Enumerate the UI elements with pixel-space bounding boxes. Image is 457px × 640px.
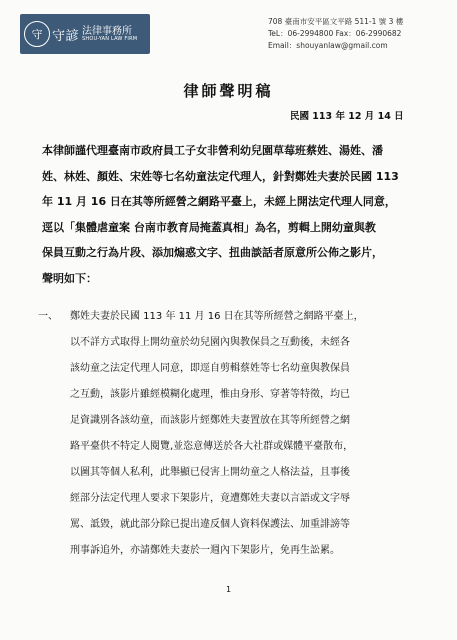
- email-text: Email：shouyanlaw@gmail.com: [268, 41, 388, 50]
- item-line: 罵、詆毀，就此部分除已提出違反個人資料保護法、加重誹謗等: [70, 519, 350, 530]
- intro-line: 保員互動之行為片段、添加煽惑文字、扭曲談話者原意所公佈之影片，: [42, 246, 383, 259]
- intro-line: 逕以「集體虐童案 台南市教育局掩蓋真相」為名，剪輯上開幼童與教: [42, 220, 376, 234]
- item-line: 路平臺供不特定人閱覽,並恣意傳送於各大社群或媒體平臺散布，: [70, 441, 354, 452]
- contact-block: [268, 16, 453, 52]
- intro-line: 本律師謹代理臺南市政府員工子女非營利幼兒園草莓班蔡姓、湯姓、潘: [42, 144, 383, 157]
- item-line: 以不詳方式取得上開幼童於幼兒園內與教保員之互動後，未經各: [70, 337, 350, 348]
- logo-english-name: SHOU-YAN LAW FIRM: [82, 35, 138, 42]
- item-number: 一、: [38, 311, 58, 322]
- page-number: 1: [225, 585, 232, 594]
- intro-line: 年 11 月 16 日在其等所經營之網路平臺上，未經上開法定代理人同意，: [42, 195, 396, 208]
- document-date: 民國 113 年 12 月 14 日: [290, 111, 404, 122]
- address-text: 708 臺南市安平區文平路 511-1 號 3 樓: [268, 17, 404, 26]
- phone-fax-text: TeL：06-2994800 Fax：06-2990682: [268, 29, 402, 38]
- intro-line: 姓、林姓、顏姓、宋姓等七名幼童法定代理人，針對鄭姓夫妻於民國 113: [42, 169, 399, 183]
- intro-line: 聲明如下：: [42, 271, 97, 285]
- item-line: 之互動，該影片雖經模糊化處理，惟由身形、穿著等特徵，均已: [70, 389, 350, 400]
- document-title: 律師聲明稿: [183, 82, 274, 100]
- intro-paragraph: [42, 138, 432, 291]
- item-line: 刑事訴追外，亦請鄭姓夫妻於一週內下架影片，免再生訟累。: [70, 545, 340, 556]
- item-line: 經部分法定代理人要求下架影片，竟遭鄭姓夫妻以言語或文字辱: [70, 493, 350, 504]
- logo-name: 守諺: [52, 28, 80, 44]
- seal-icon: 守: [24, 21, 50, 47]
- logo-text-block: [82, 26, 137, 43]
- law-firm-logo: [20, 14, 150, 54]
- item-line: 足資識別各該幼童，而該影片經鄭姓夫妻置放在其等所經營之網: [70, 415, 350, 426]
- item-line: 鄭姓夫妻於民國 113 年 11 月 16 日在其等所經營之網路平臺上，: [70, 311, 364, 322]
- item-line: 該幼童之法定代理人同意，即逕自剪輯蔡姓等七名幼童與教保員: [70, 363, 350, 374]
- item-line: 以圖其等個人私利，此舉顯已侵害上開幼童之人格法益，且事後: [70, 467, 350, 478]
- logo-name-secondary: 法律事務所: [82, 25, 133, 37]
- item-body: [70, 304, 430, 564]
